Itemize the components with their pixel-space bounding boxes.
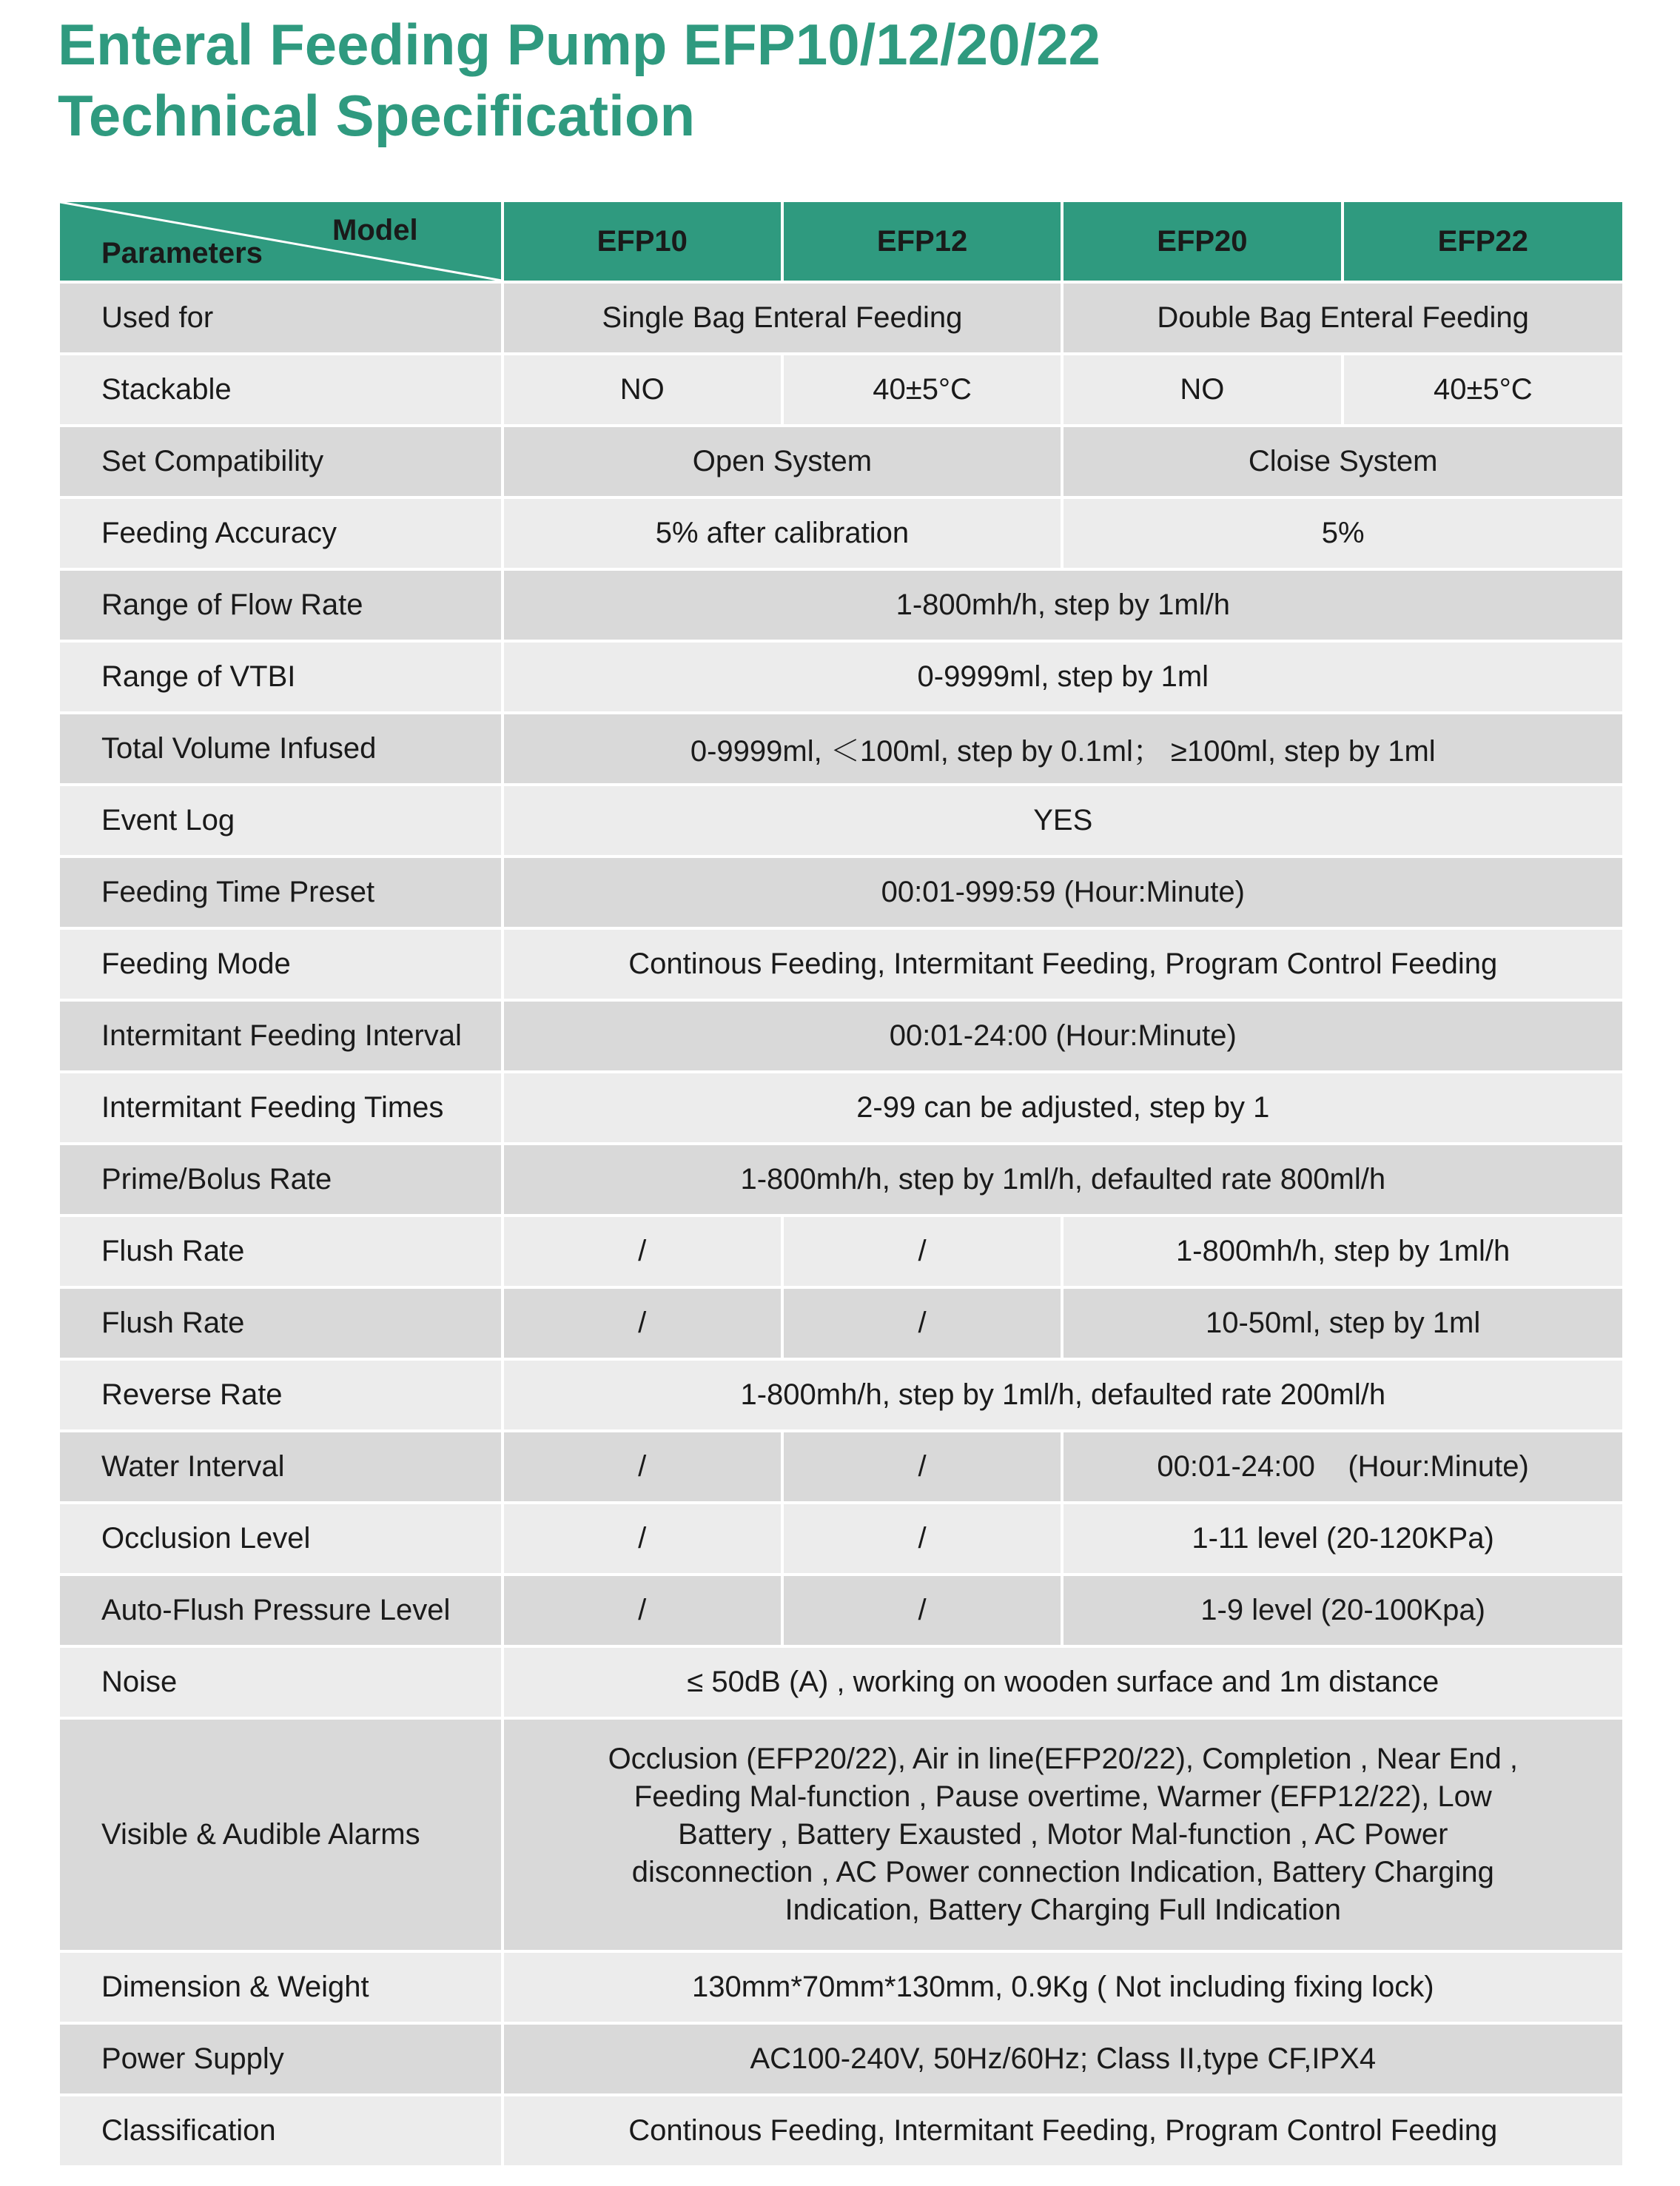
value-efp10: /: [503, 1575, 782, 1646]
row-intermitant-feeding-times: [60, 1072, 1622, 1144]
param-label: Flush Rate: [60, 1287, 503, 1359]
param-label: Power Supply: [60, 2023, 503, 2095]
row-noise: [60, 1646, 1622, 1718]
value-efp12: /: [782, 1216, 1062, 1287]
value-double-bag: Double Bag Enteral Feeding: [1062, 282, 1622, 354]
header-row: [60, 202, 1622, 282]
value-double-bag: 00:01-24:00 (Hour:Minute): [1062, 1431, 1622, 1503]
row-used-for: [60, 282, 1622, 354]
row-power-supply: [60, 2023, 1622, 2095]
alarm-list-text: Occlusion (EFP20/22), Air in line(EFP20/22), Completion , Near End , Feeding Mal-function , Pause overtime, Warmer (EFP12/22), Low Battery , Battery Exausted , Motor Mal-function , AC Power disconnection , AC Power connection Indication, Battery Charging Indication, Battery Charging Full Indication: [608, 1743, 1518, 1926]
row-feeding-accuracy: [60, 497, 1622, 569]
value-efp12: /: [782, 1503, 1062, 1575]
value-all-models: Continous Feeding, Intermitant Feeding, Program Control Feeding: [503, 2095, 1622, 2167]
param-label: Classification: [60, 2095, 503, 2167]
param-label: Feeding Accuracy: [60, 497, 503, 569]
row-visible-audible-alarms: [60, 1718, 1622, 1951]
value-single-bag: Single Bag Enteral Feeding: [503, 282, 1063, 354]
value-efp12: 40±5°C: [782, 354, 1062, 426]
value-single-bag: 5% after calibration: [503, 497, 1063, 569]
header-corner-cell: [60, 202, 503, 282]
param-label: Stackable: [60, 354, 503, 426]
value-efp10: /: [503, 1216, 782, 1287]
param-label: Intermitant Feeding Interval: [60, 1000, 503, 1072]
row-reverse-rate: [60, 1359, 1622, 1431]
value-all-models: 00:01-24:00 (Hour:Minute): [503, 1000, 1622, 1072]
param-label: Flush Rate: [60, 1216, 503, 1287]
value-all-models: [503, 1718, 1622, 1951]
param-label: Range of Flow Rate: [60, 569, 503, 641]
value-double-bag: 1-11 level (20-120KPa): [1062, 1503, 1622, 1575]
value-all-models: 00:01-999:59 (Hour:Minute): [503, 856, 1622, 928]
model-header-efp20: EFP20: [1062, 202, 1342, 282]
row-intermitant-feeding-interval: [60, 1000, 1622, 1072]
row-set-compatibility: [60, 426, 1622, 497]
param-label: Feeding Mode: [60, 928, 503, 1000]
model-label: Model: [332, 214, 418, 247]
model-header-efp22: EFP22: [1343, 202, 1622, 282]
model-header-efp12: EFP12: [782, 202, 1062, 282]
title-line-1: Enteral Feeding Pump EFP10/12/20/22: [58, 12, 1101, 77]
value-double-bag: 1-800mh/h, step by 1ml/h: [1062, 1216, 1622, 1287]
value-efp22: 40±5°C: [1343, 354, 1622, 426]
value-all-models: 1-800mh/h, step by 1ml/h: [503, 569, 1622, 641]
value-efp10: /: [503, 1503, 782, 1575]
row-feeding-time-preset: [60, 856, 1622, 928]
param-label: Intermitant Feeding Times: [60, 1072, 503, 1144]
value-double-bag: 5%: [1062, 497, 1622, 569]
value-efp12: /: [782, 1287, 1062, 1359]
spec-table: [60, 202, 1622, 2168]
param-label: Event Log: [60, 785, 503, 856]
value-single-bag: Open System: [503, 426, 1063, 497]
value-all-models: ≤ 50dB (A) , working on wooden surface and 1m distance: [503, 1646, 1622, 1718]
row-auto-flush-pressure-level: [60, 1575, 1622, 1646]
value-efp12: /: [782, 1575, 1062, 1646]
value-efp10: /: [503, 1287, 782, 1359]
value-efp10: NO: [503, 354, 782, 426]
row-feeding-mode: [60, 928, 1622, 1000]
value-efp20: NO: [1062, 354, 1342, 426]
value-all-models: Continous Feeding, Intermitant Feeding, Program Control Feeding: [503, 928, 1622, 1000]
value-double-bag: Cloise System: [1062, 426, 1622, 497]
row-event-log: [60, 785, 1622, 856]
value-all-models: 0-9999ml, ＜100ml, step by 0.1ml； ≥100ml, step by 1ml: [503, 713, 1622, 785]
row-range-of-vtbi: [60, 641, 1622, 713]
param-label: Total Volume Infused: [60, 713, 503, 785]
row-prime-bolus-rate: [60, 1144, 1622, 1216]
value-double-bag: 1-9 level (20-100Kpa): [1062, 1575, 1622, 1646]
value-all-models: 130mm*70mm*130mm, 0.9Kg ( Not including fixing lock): [503, 1951, 1622, 2023]
parameters-label: Parameters: [101, 237, 263, 269]
title-line-2: Technical Specification: [58, 83, 696, 148]
param-label: Range of VTBI: [60, 641, 503, 713]
row-stackable: [60, 354, 1622, 426]
value-all-models: YES: [503, 785, 1622, 856]
param-label: Reverse Rate: [60, 1359, 503, 1431]
row-flush-rate: [60, 1216, 1622, 1287]
param-label: Visible & Audible Alarms: [60, 1718, 503, 1951]
value-all-models: 2-99 can be adjusted, step by 1: [503, 1072, 1622, 1144]
param-label: Used for: [60, 282, 503, 354]
model-header-efp10: EFP10: [503, 202, 782, 282]
row-range-of-flow-rate: [60, 569, 1622, 641]
row-dimension-weight: [60, 1951, 1622, 2023]
value-efp12: /: [782, 1431, 1062, 1503]
row-total-volume-infused: [60, 713, 1622, 785]
page-title: [58, 9, 1101, 151]
row-water-interval: [60, 1431, 1622, 1503]
value-double-bag: 10-50ml, step by 1ml: [1062, 1287, 1622, 1359]
row-flush-rate-volume: [60, 1287, 1622, 1359]
value-efp10: /: [503, 1431, 782, 1503]
row-classification: [60, 2095, 1622, 2167]
param-label: Auto-Flush Pressure Level: [60, 1575, 503, 1646]
row-occlusion-level: [60, 1503, 1622, 1575]
param-label: Noise: [60, 1646, 503, 1718]
param-label: Water Interval: [60, 1431, 503, 1503]
param-label: Feeding Time Preset: [60, 856, 503, 928]
value-all-models: 1-800mh/h, step by 1ml/h, defaulted rate 200ml/h: [503, 1359, 1622, 1431]
value-all-models: AC100-240V, 50Hz/60Hz; Class II,type CF,IPX4: [503, 2023, 1622, 2095]
value-all-models: 0-9999ml, step by 1ml: [503, 641, 1622, 713]
param-label: Prime/Bolus Rate: [60, 1144, 503, 1216]
param-label: Occlusion Level: [60, 1503, 503, 1575]
param-label: Set Compatibility: [60, 426, 503, 497]
value-all-models: 1-800mh/h, step by 1ml/h, defaulted rate 800ml/h: [503, 1144, 1622, 1216]
param-label: Dimension & Weight: [60, 1951, 503, 2023]
